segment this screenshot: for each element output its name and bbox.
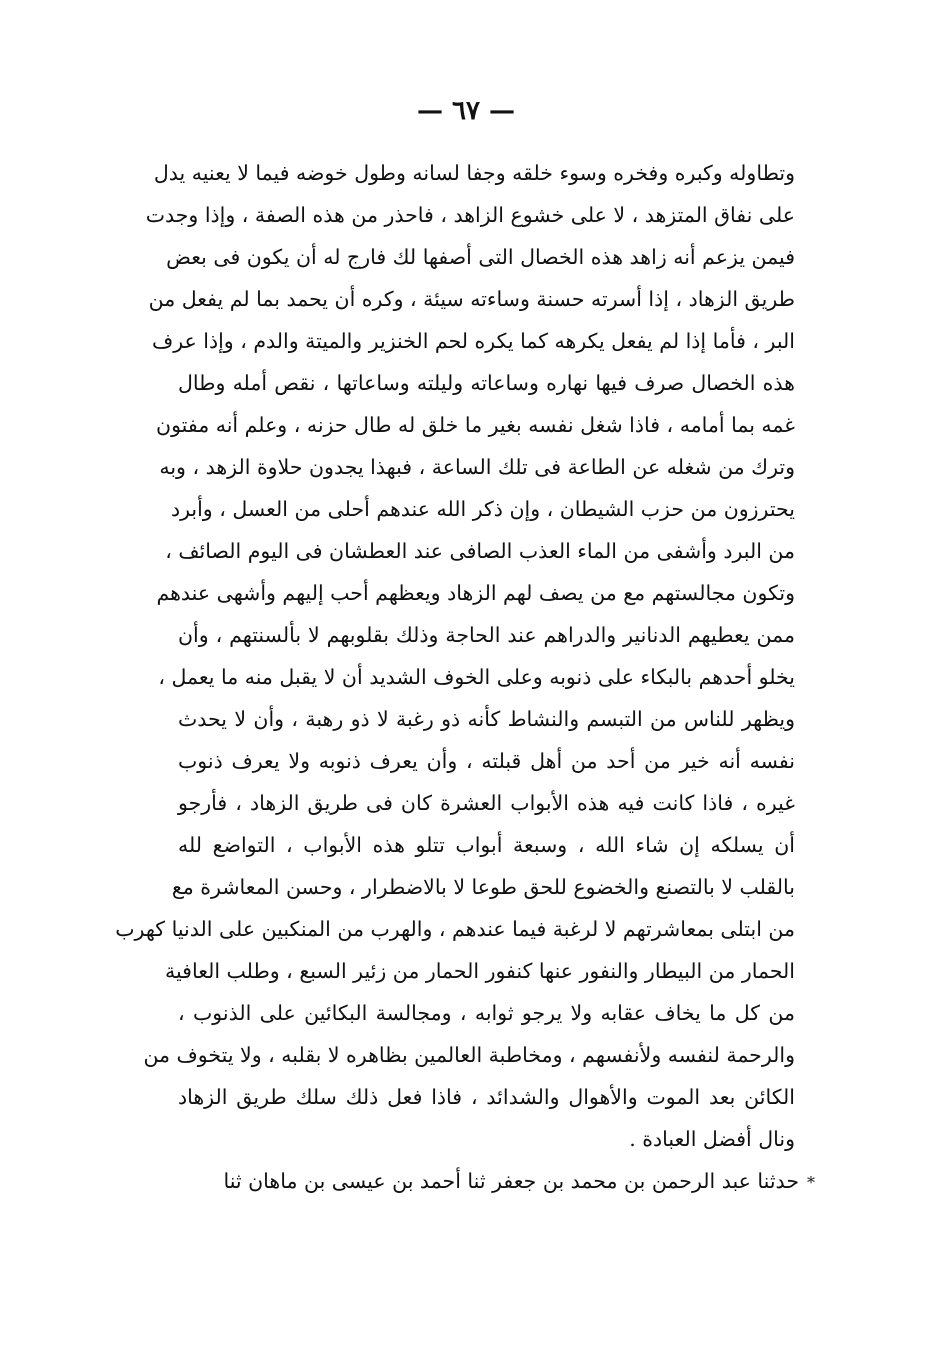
text-line: هذه الخصال صرف فيها نهاره وساعاته وليلته وساعاتها ، نقص أمله وطال [178, 371, 795, 395]
text-line: وترك من شغله عن الطاعة فى تلك الساعة ، فبهذا يجدون حلاوة الزهد ، وبه [159, 455, 795, 479]
text-line: وتطاوله وكبره وفخره وسوء خلقه وجفا لسانه وطول خوضه فيما لا يعنيه يدل [153, 161, 795, 185]
text-line: أن يسلكه إن شاء الله ، وسبعة أبواب تتلو هذه الأبواب ، التواضع لله [178, 833, 795, 857]
text-line: يخلو أحدهم بالبكاء على ذنوبه وعلى الخوف الشديد أن لا يقبل منه ما يعمل ، [158, 665, 795, 689]
text-line: يحترزون من حزب الشيطان ، وإن ذكر الله عندهم أحلى من العسل ، وأبرد [170, 497, 795, 521]
text-line: والرحمة لنفسه ولأنفسهم ، ومخاطبة العالمين بظاهره لا بقلبه ، ولا يتخوف من [143, 1043, 795, 1067]
text-line: ممن يعطيهم الدنانير والدراهم عند الحاجة وذلك بقلوبهم لا بألسنتهم ، وأن [178, 623, 795, 647]
text-line: فيمن يزعم أنه زاهد هذه الخصال التى أصفها لك فارج له أن يكون فى بعض [166, 245, 795, 269]
text-line: الكائن بعد الموت والأهوال والشدائد ، فاذا فعل ذلك سلك طريق الزهاد [178, 1085, 795, 1109]
text-line: وتكون مجالستهم مع من يصف لهم الزهاد ويعظهم أحب إليهم وأشهى عندهم [156, 581, 795, 605]
text-line: من البرد وأشفى من الماء العذب الصافى عند العطشان فى اليوم الصائف ، [165, 539, 795, 563]
body-text [115, 152, 815, 1202]
text-line: غيره ، فاذا كانت فيه هذه الأبواب العشرة كان فى طريق الزهاد ، فأرجو [178, 791, 795, 815]
text-line: على نفاق المتزهد ، لا على خشوع الزاهد ، فاحذر من هذه الصفة ، وإذا وجدت [145, 203, 795, 227]
text-line: من ابتلى بمعاشرتهم لا لرغبة فيما عندهم ، والهرب من المنكبين على الدنيا كهرب [115, 917, 795, 941]
text-line: من كل ما يخاف عقابه ولا يرجو ثوابه ، ومجالسة البكائين على الذنوب ، [178, 1001, 795, 1025]
text-line: طريق الزهاد ، إذا أسرته حسنة وساءته سيئة ، وكره أن يحمد بما لم يفعل من [148, 287, 795, 311]
text-line-last: ونال أفضل العبادة . [629, 1127, 795, 1151]
text-line: الحمار من البيطار والنفور عنها كنفور الحمار من زئير السبع ، وطلب العافية [164, 959, 795, 983]
page-number: — ٦٧ — [416, 96, 516, 126]
star-marker: * [807, 1173, 815, 1192]
hadith-line [178, 1160, 815, 1202]
text-line: ويظهر للناس من التبسم والنشاط كأنه ذو رغبة لا ذو رهبة ، وأن لا يحدث [178, 707, 795, 731]
text-line: غمه بما أمامه ، فاذا شغل نفسه بغير ما خلق له طال حزنه ، وعلم أنه مفتون [156, 413, 795, 437]
text-line: نفسه أنه خير من أحد من أهل قبلته ، وأن يعرف ذنوبه ولا يعرف ذنوب [178, 749, 795, 773]
text-line: بالقلب لا بالتصنع والخضوع للحق طوعا لا بالاضطرار ، وحسن المعاشرة مع [171, 875, 795, 899]
text-line: البر ، فأما إذا لم يفعل يكرهه كما يكره لحم الخنزير والميتة والدم ، وإذا عرف [151, 329, 795, 353]
hadith-text: حدثنا عبد الرحمن بن محمد بن جعفر ثنا أحمد بن عيسى بن ماهان ثنا [223, 1169, 799, 1193]
